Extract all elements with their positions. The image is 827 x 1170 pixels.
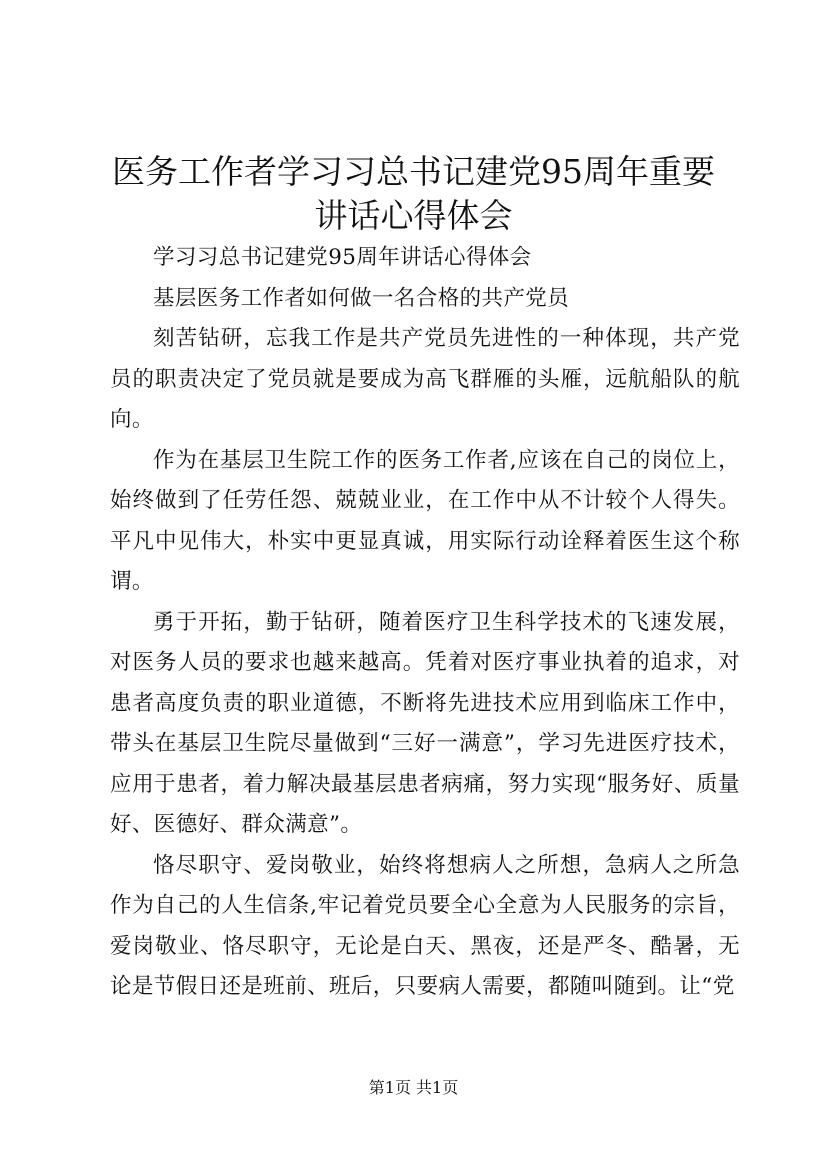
paragraph: 刻苦钻研，忘我工作是共产党员先进性的一种体现，共产党员的职责决定了党员就是要成为高飞群雁的头雁，远航船队的航向。 xyxy=(110,326,740,432)
document-body xyxy=(110,238,740,1008)
page-footer: 第1页 共1页 xyxy=(368,1078,459,1097)
paragraph: 恪尽职守、爱岗敬业，始终将想病人之所想，急病人之所急作为自己的人生信条,牢记着党员要全心全意为人民服务的宗旨，爱岗敬业、恪尽职守，无论是白天、黑夜，还是严冬、酷暑，无论是节假日还是班前、班后，只要病人需要，都随叫随到。让“党 xyxy=(110,852,740,999)
paragraph-heading: 基层医务工作者如何做一名合格的共产党员 xyxy=(153,285,570,311)
paragraph: 勇于开拓，勤于钻研，随着医疗卫生科学技术的飞速发展，对医务人员的要求也越来越高。凭着对医疗事业执着的追求，对患者高度负责的职业道德，不断将先进技术应用到临床工作中，带头在基层卫生院尽量做到“三好一满意”，学习先进医疗技术，应用于患者，着力解决最基层患者病痛，努力实现“服务好、质量好、医德好、群众满意”。 xyxy=(110,609,740,837)
paragraph-subtitle: 学习习总书记建党95周年讲话心得体会 xyxy=(153,245,532,270)
document-title: 医务工作者学习习总书记建党95周年重要讲话心得体会 xyxy=(112,152,715,235)
paragraph: 作为在基层卫生院工作的医务工作者,应该在自己的岗位上，始终做到了任劳任怨、兢兢业业，在工作中从不计较个人得失。平凡中见伟大，朴实中更显真诚，用实际行动诠释着医生这个称谓。 xyxy=(110,447,740,594)
